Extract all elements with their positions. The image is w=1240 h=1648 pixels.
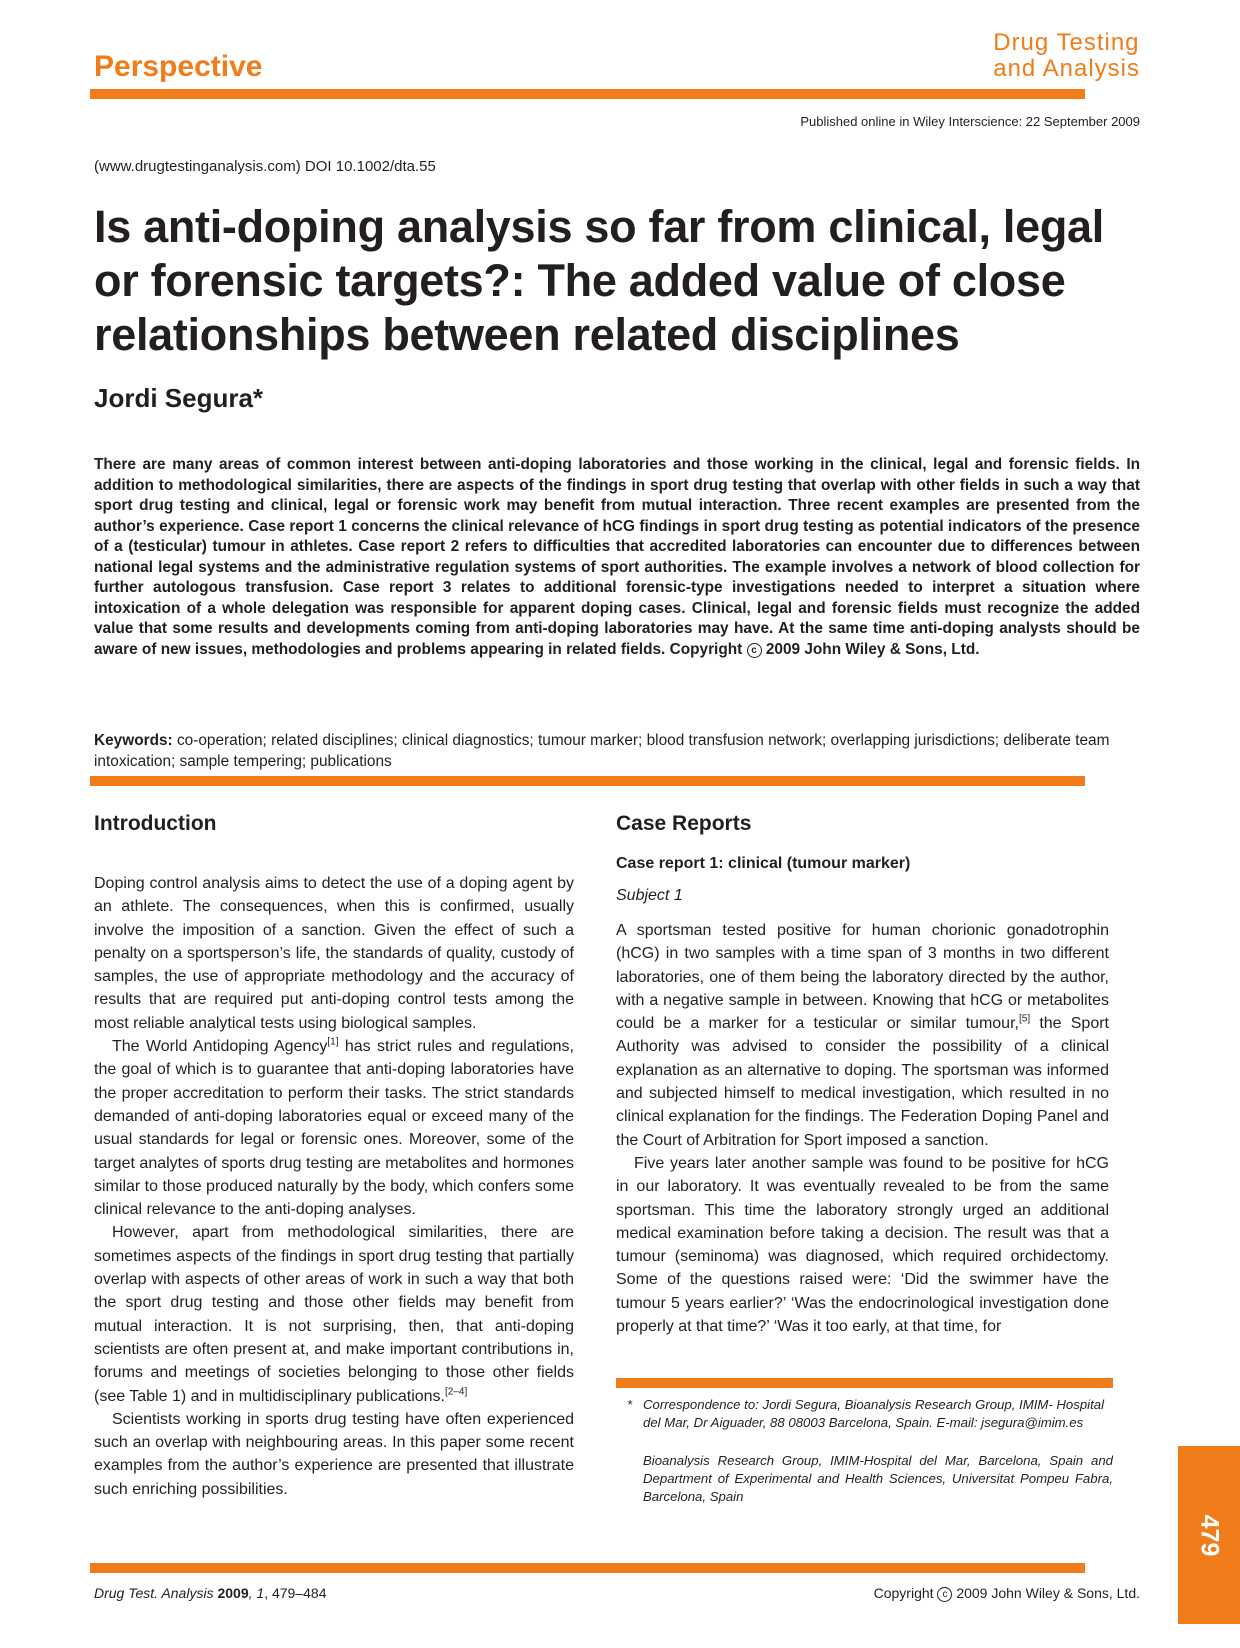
- journal-citation: [94, 1585, 327, 1601]
- paragraph-text: has strict rules and regulations, the goal of which is to guarantee that anti-doping laboratories have the proper accreditation to perform their tasks. The strict standards demanded of anti-doping laboratories equal or exceed many of the usual standards for legal or forensic ones. Moreover, some of the target analytes of sports drug testing are metabolites and hormones similar to those produced naturally by the body, which confers some clinical relevance to the anti-doping analyses.: [94, 1038, 575, 1219]
- abstract-rule: [90, 776, 1085, 786]
- reference-link[interactable]: [5]: [1018, 1013, 1031, 1025]
- keywords-label: Keywords:: [94, 732, 173, 749]
- abstract: [94, 455, 1140, 660]
- citation-volume: 1: [256, 1585, 265, 1601]
- paragraph: Scientists working in sports drug testing have often experienced such an overlap with neighbouring areas. In this paper some recent examples from the author’s experience are presented that illustrate such enriching possibilities.: [94, 1410, 574, 1498]
- subject-label: Subject 1: [616, 887, 683, 904]
- footer-copyright: [874, 1585, 1140, 1602]
- keywords-list: co-operation; related disciplines; clinical diagnostics; tumour marker; blood transfusion network; overlapping jurisdictions; deliberate team intoxication; sample tempering; publications: [94, 732, 1110, 770]
- section-label: Perspective: [94, 50, 263, 83]
- article-title: [94, 200, 1140, 362]
- reference-link[interactable]: [2–4]: [445, 1386, 468, 1398]
- page-number: [1178, 1446, 1240, 1624]
- page-number-text: 479: [1195, 1514, 1224, 1556]
- introduction-heading: Introduction: [94, 812, 217, 835]
- publication-date: Published online in Wiley Interscience: 22 September 2009: [800, 114, 1140, 129]
- copyright-holder: 2009 John Wiley & Sons, Ltd.: [956, 1585, 1140, 1601]
- paragraph: [94, 1221, 574, 1407]
- introduction-body: [94, 872, 574, 1501]
- paragraph: [94, 1035, 574, 1221]
- abstract-copyright: Copyright: [669, 640, 743, 658]
- paragraph-text: the Sport Authority was advised to consider the possibility of a clinical explanation as an alternative to doping. The sportsman was informed and subjected himself to medical investigation, which resulted in no clinical explanation for the findings. The Federation Doping Panel and the Court of Arbitration for Sport imposed a sanction.: [616, 1015, 1110, 1149]
- title-line: relationships between related disciplines: [94, 309, 960, 360]
- citation-year: 2009: [217, 1585, 249, 1601]
- keywords: [94, 730, 1140, 772]
- case-report-body: [616, 919, 1109, 1338]
- journal-name-line2: and Analysis: [993, 55, 1140, 82]
- paragraph-text: A sportsman tested positive for human chorionic gonadotrophin (hCG) in two samples with a time span of 3 months in two different laboratories, one of them being the laboratory directed by the author, with a negative sample in between. Knowing that hCG or metabolites could be a marker for a testicular or similar tumour,: [616, 922, 1109, 1033]
- abstract-text: There are many areas of common interest between anti-doping laboratories and those working in the clinical, legal and forensic fields. In addition to methodological similarities, there are aspects of the findings in sport drug testing that overlap with other fields in such a way that sport drug testing and clinical, legal or forensic work may benefit from mutual interaction. Three recent examples are presented from the author’s experience. Case report 1 concerns the clinical relevance of hCG findings in sport drug testing as potential indicators of the presence of a (testicular) tumour in athletes. Case report 2 refers to difficulties that accredited laboratories can encounter due to differences between national legal systems and the administrative regulation systems of sport authorities. The example involves a network of blood collection for further autologous transfusion. Case report 3 relates to additional forensic-type investigations needed to interpret a situation where intoxication of a whole delegation was responsible for apparent doping cases. Clinical, legal and forensic fields must recognize the added value that some results and developments coming from anti-doping laboratories may have. At the same time anti-doping analysts should be aware of new issues, methodologies and problems appearing in related fields.: [94, 456, 1140, 658]
- copyright-icon: c: [937, 1587, 952, 1602]
- correspondence-footnote: Correspondence to: Jordi Segura, Bioanalysis Research Group, IMIM- Hospital del Mar, Dr Aiguader, 88 08003 Barcelona, Spain. E-mail: jsegura@imim.es: [643, 1397, 1105, 1430]
- paragraph: [616, 919, 1109, 1152]
- citation-pages: , 479–484: [264, 1585, 327, 1601]
- copyright-icon: c: [747, 643, 762, 658]
- journal-name: [993, 30, 1140, 82]
- paragraph-text: The World Antidoping Agency: [112, 1038, 328, 1056]
- citation-comma: ,: [248, 1585, 257, 1601]
- citation-journal: Drug Test. Analysis: [94, 1585, 214, 1601]
- footer-rule: [90, 1563, 1085, 1573]
- abstract-copyright-tail: 2009 John Wiley & Sons, Ltd.: [765, 640, 980, 658]
- footnote-marker: *: [627, 1397, 633, 1412]
- paragraph: Doping control analysis aims to detect the use of a doping agent by an athlete. The consequences, when this is confirmed, usually involve the imposition of a sanction. Given the effect of such a penalty on a sportsperson’s life, the standards of quality, custody of samples, the use of appropriate methodology and the accuracy of results that are required put anti-doping control tests among the most reliable analytical tests using biological samples.: [94, 875, 574, 1032]
- title-line: Is anti-doping analysis so far from clinical, legal: [94, 201, 1104, 252]
- author-name: Jordi Segura*: [94, 383, 264, 413]
- case-reports-heading: Case Reports: [616, 812, 752, 835]
- paragraph-text: However, apart from methodological similarities, there are sometimes aspects of the findings in sport drug testing that partially overlap with aspects of other areas of work in such a way that both the sport drug testing and those other fields may benefit from mutual interaction. It is not surprising, then, that anti-doping scientists are often present at, and make important contributions in, forums and meetings of societies belonging to those other fields (see Table 1) and in multidisciplinary publications.: [94, 1224, 574, 1405]
- copyright-label: Copyright: [873, 1585, 934, 1601]
- paragraph: Five years later another sample was found to be positive for hCG in our laboratory. It was eventually revealed to be from the same sportsman. This time the laboratory strongly urged an additional medical examination before taking a decision. The result was that a tumour (seminoma) was diagnosed, which required orchidectomy. Some of the questions raised were: ‘Did the swimmer have the tumour 5 years earlier?’ ‘Was the endocrinological investigation done properly at that time?’ ‘Was it too early, at that time, for: [616, 1154, 1109, 1336]
- title-line: or forensic targets?: The added value of close: [94, 255, 1066, 306]
- case-report-subheading: Case report 1: clinical (tumour marker): [616, 855, 911, 872]
- header-rule: [90, 89, 1085, 99]
- affiliation-footnote: Bioanalysis Research Group, IMIM-Hospital del Mar, Barcelona, Spain and Department of Experimental and Health Sciences, Universitat Pompeu Fabra, Barcelona, Spain: [643, 1453, 1113, 1504]
- footnote-rule: [616, 1378, 1113, 1388]
- journal-name-line1: Drug Testing: [993, 29, 1140, 56]
- reference-link[interactable]: [1]: [327, 1036, 339, 1048]
- doi-link[interactable]: (www.drugtestinganalysis.com) DOI 10.1002/dta.55: [94, 158, 436, 175]
